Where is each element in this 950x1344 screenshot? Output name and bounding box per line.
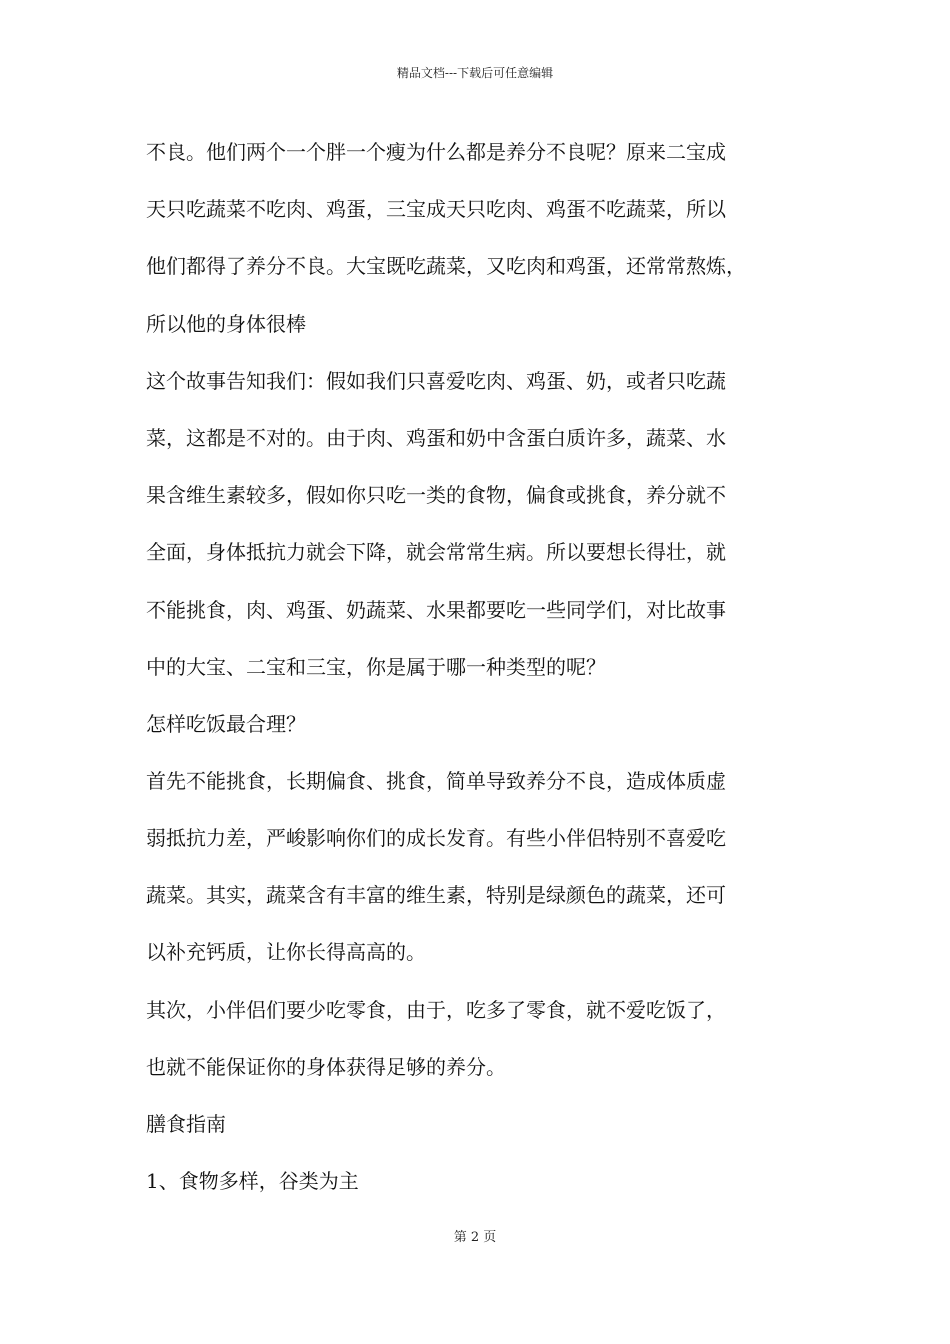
text-line: 他们都得了养分不良。大宝既吃蔬菜，又吃肉和鸡蛋，还常常熬炼， <box>146 254 746 278</box>
text-line: 首先不能挑食，长期偏食、挑食，简单导致养分不良，造成体质虚 <box>146 769 726 793</box>
text-line: 所以他的身体很棒 <box>146 312 306 336</box>
text-line: 全面，身体抵抗力就会下降，就会常常生病。所以要想长得壮，就 <box>146 540 726 564</box>
text-line: 这个故事告知我们：假如我们只喜爱吃肉、鸡蛋、奶，或者只吃蔬 <box>146 369 726 393</box>
text-line: 蔬菜。其实，蔬菜含有丰富的维生素，特别是绿颜色的蔬菜，还可 <box>146 883 726 907</box>
page-header: 精品文档---下载后可任意编辑 <box>396 66 554 80</box>
page-footer: 第 2 页 <box>453 1230 497 1245</box>
text-line: 不良。他们两个一个胖一个瘦为什么都是养分不良呢？原来二宝成 <box>146 140 726 164</box>
list-item: 1、食物多样，谷类为主 <box>146 1169 359 1193</box>
text-line: 也就不能保证你的身体获得足够的养分。 <box>146 1055 506 1079</box>
text-line: 不能挑食，肉、鸡蛋、奶蔬菜、水果都要吃一些同学们，对比故事 <box>146 598 726 622</box>
text-line: 天只吃蔬菜不吃肉、鸡蛋，三宝成天只吃肉、鸡蛋不吃蔬菜，所以 <box>146 197 726 221</box>
text-line: 菜，这都是不对的。由于肉、鸡蛋和奶中含蛋白质许多，蔬菜、水 <box>146 426 726 450</box>
text-line: 果含维生素较多，假如你只吃一类的食物，偏食或挑食，养分就不 <box>146 483 726 507</box>
text-line: 弱抵抗力差，严峻影响你们的成长发育。有些小伴侣特别不喜爱吃 <box>146 826 726 850</box>
text-line: 其次，小伴侣们要少吃零食，由于，吃多了零食，就不爱吃饭了， <box>146 998 726 1022</box>
section-heading: 怎样吃饭最合理？ <box>146 712 306 736</box>
text-line: 以补充钙质，让你长得高高的。 <box>146 940 426 964</box>
section-heading: 膳食指南 <box>146 1112 226 1136</box>
text-line: 中的大宝、二宝和三宝，你是属于哪一种类型的呢？ <box>146 655 606 679</box>
